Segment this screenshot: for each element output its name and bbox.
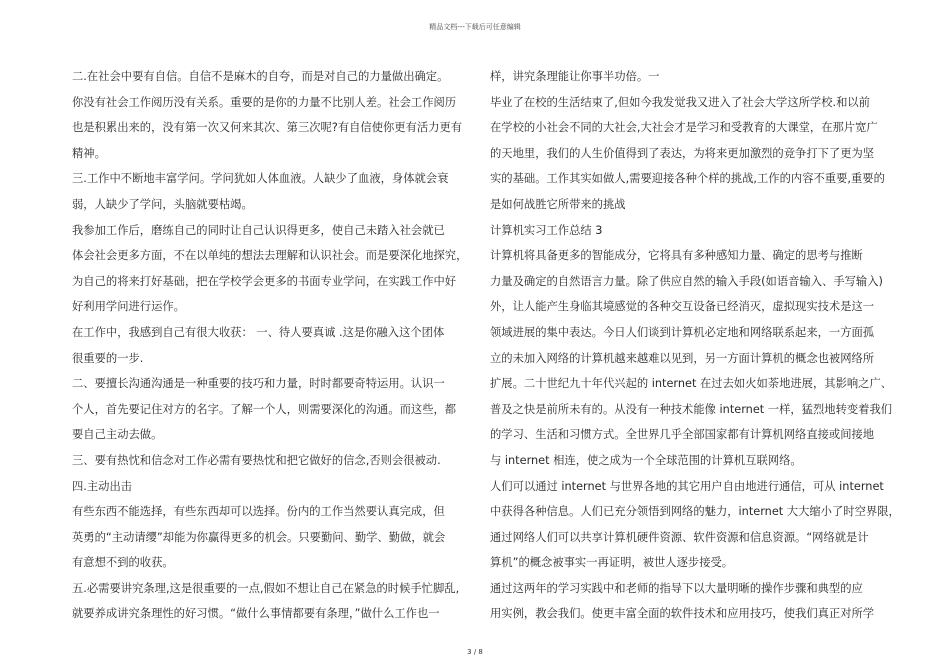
text-line: 计算机将具备更多的智能成分，它将具有多种感知力量、确定的思考与推断 bbox=[490, 249, 863, 263]
text-line: 体会社会更多方面，不在以单纯的想法去理解和认识社会。而是要深化地探究， bbox=[72, 249, 468, 263]
text-line: 中获得各种信息。人们已充分领悟到网络的魅力，internet 大大缩小了时空界限， bbox=[490, 505, 900, 519]
text-line: 英勇的“主动请缨”却能为你赢得更多的机会。只要勤问、勤学、勤做，就会 bbox=[72, 530, 446, 544]
text-line: 弱，人缺少了学问，头脑就要枯竭。 bbox=[72, 197, 253, 211]
text-line: 精神。 bbox=[72, 146, 106, 160]
page-number: 3 / 8 bbox=[467, 648, 483, 656]
text-line: 的学习、生活和习惯方式。全世界几乎全部国家都有计算机网络直接或间接地 bbox=[490, 428, 875, 442]
text-line: 扩展。二十世纪九十年代兴起的 internet 在过去如火如荼地进展，其影响之广、 bbox=[490, 377, 893, 391]
text-line: 三、要有热忱和信念对工作必需有要热忱和把它做好的信念,否则会很被动. bbox=[72, 453, 441, 467]
text-line: 四.主动出击 bbox=[72, 479, 133, 493]
text-line: 有些东西不能选择，有些东西却可以选择。份内的工作当然要认真完成，但 bbox=[72, 505, 445, 519]
text-line: 在工作中，我感到自己有很大收获： 一、待人要真诚 .这是你融入这个团体 bbox=[72, 325, 445, 339]
text-line: 二、要擅长沟通沟通是一种重要的技巧和力量，时时都要奇特运用。认识一 bbox=[72, 377, 445, 391]
text-line: 用实例，教会我们。使更丰富全面的软件技术和应用技巧，使我们真正对所学 bbox=[490, 607, 875, 621]
right-column bbox=[490, 64, 900, 627]
text-line: 算机”的概念被事实一再证明，被世人逐步接受。 bbox=[490, 556, 734, 570]
text-line: 外，让人能产生身临其境感觉的各种交互设备已经消灭，虚拟现实技术是这一 bbox=[490, 300, 875, 314]
text-line: 计算机实习工作总结 3 bbox=[490, 223, 603, 237]
text-line: 是如何战胜它所带来的挑战 bbox=[490, 197, 626, 211]
text-line: 要自己主动去做。 bbox=[72, 428, 163, 442]
text-line: 好利用学问进行运作。 bbox=[72, 300, 185, 314]
text-line: 很重要的一步. bbox=[72, 351, 144, 365]
text-line: 力量及确定的自然语言力量。除了供应自然的输入手段(如语音输入、手写输入) bbox=[490, 274, 883, 288]
text-line: 普及之快是前所未有的。从没有一种技术能像 internet 一样，猛烈地转变着我们 bbox=[490, 402, 893, 416]
text-line: 在学校的小社会不同的大社会,大社会才是学习和受教育的大课堂，在那片宽广 bbox=[490, 121, 878, 135]
text-line: 人们可以通过 internet 与世界各地的其它用户自由地进行通信，可从 internet bbox=[490, 479, 884, 493]
text-line: 领域进展的集中表达。今日人们谈到计算机必定地和网络联系起来，一方面孤 bbox=[490, 325, 875, 339]
text-line: 与 internet 相连，使之成为一个全球范围的计算机互联网络。 bbox=[490, 453, 802, 467]
text-line: 立的未加入网络的计算机越来越难以见到，另一方面计算机的概念也被网络所 bbox=[490, 351, 875, 365]
text-line: 三.工作中不断地丰富学问。学问犹如人体血液。人缺少了血液，身体就会衰 bbox=[72, 172, 449, 186]
text-line: 二.在社会中要有自信。自信不是麻木的自夸，而是对自己的力量做出确定。 bbox=[72, 70, 449, 83]
page-header: 精品文档---下载后可任意编辑 bbox=[429, 23, 521, 31]
text-line: 为自己的将来打好基础，把在学校学会更多的书面专业学问，在实践工作中好 bbox=[72, 274, 457, 288]
text-line: 有意想不到的收获。 bbox=[72, 556, 174, 570]
left-column bbox=[72, 64, 468, 627]
text-line: 通过这两年的学习实践中和老师的指导下以大量明晰的操作步骤和典型的应 bbox=[490, 581, 863, 595]
text-line: 的天地里，我们的人生价值得到了表达，为将来更加激烈的竞争打下了更为坚 bbox=[490, 146, 875, 160]
text-line: 毕业了在校的生活结束了,但如今我发觉我又进入了社会大学这所学校.和以前 bbox=[490, 95, 870, 109]
text-line: 我参加工作后，磨练自己的同时让自己认识得更多，使自己未踏入社会就已 bbox=[72, 223, 445, 237]
text-line: 个人，首先要记住对方的名字。了解一个人，则需要深化的沟通。而这些，都 bbox=[72, 402, 457, 416]
text-line: 也是积累出来的，没有第一次又何来其次、第三次呢?有自信使你更有活力更有 bbox=[72, 121, 463, 135]
text-line: 样，讲究条理能让你事半功倍。一 bbox=[490, 70, 660, 83]
text-line: 通过网络人们可以共享计算机硬件资源、软件资源和信息资源。“网络就是计 bbox=[490, 530, 869, 544]
text-line: 实的基础。工作其实如做人,需要迎接各种个样的挑战,工作的内容不重要,重要的 bbox=[490, 172, 885, 186]
text-line: 你没有社会工作阅历没有关系。重要的是你的力量不比别人差。社会工作阅历 bbox=[72, 95, 457, 109]
text-line: 就要养成讲究条理性的好习惯。“做什么事情都要有条理，”做什么工作也一 bbox=[72, 607, 440, 621]
text-line: 五.必需要讲究条理,这是很重要的一点,假如不想让自己在紧急的时候手忙脚乱, bbox=[72, 581, 460, 595]
